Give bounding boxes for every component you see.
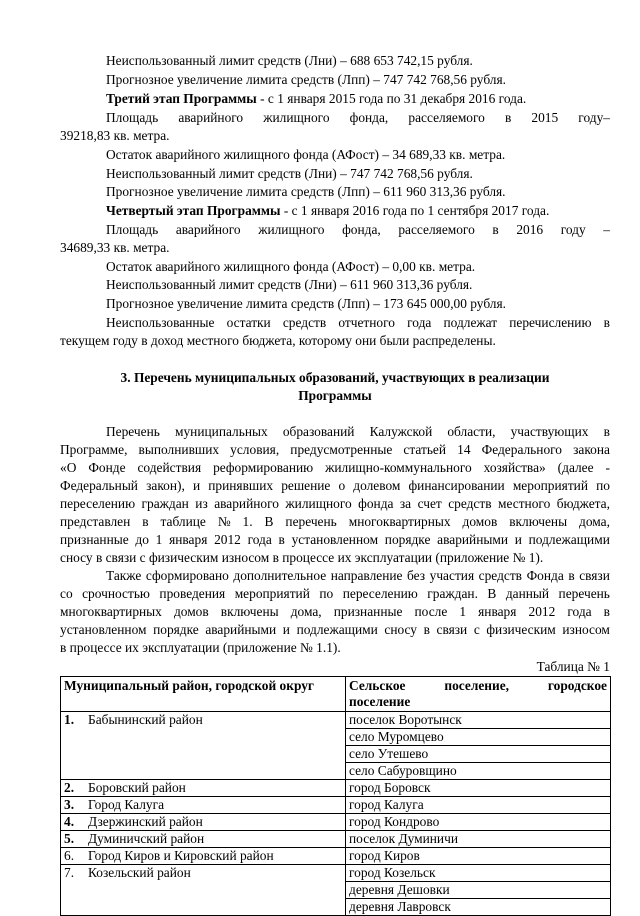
word: участвующих [510, 424, 589, 439]
word: образований [282, 424, 355, 439]
justified-line [106, 423, 610, 440]
word: переселению [60, 496, 136, 511]
text-line: Прогнозное увеличение лимита средств (Лпп) – 611 960 313,36 рубля. [106, 184, 506, 199]
word: порядке [384, 532, 431, 547]
word: Федерального [481, 442, 563, 457]
word: аварийными [437, 532, 509, 547]
word: в [492, 222, 499, 237]
word: финансировании [408, 478, 505, 493]
word: (далее [557, 460, 594, 475]
word: средств [282, 315, 327, 330]
word: домов [462, 514, 498, 529]
settlement-cell: город Боровск [346, 780, 611, 797]
text-line: 39218,83 кв. метра. [60, 128, 170, 143]
word: 1. [242, 514, 253, 529]
word: многоквартирных [348, 514, 451, 529]
justified-line [60, 531, 610, 548]
row-number: 3. [64, 797, 75, 812]
word: граждан. [427, 586, 478, 601]
text-line: Остаток аварийного жилищного фонда (АФост) – 34 689,33 кв. метра. [106, 147, 506, 162]
word: после [414, 604, 448, 619]
word: остатки [226, 315, 271, 330]
word: и [282, 622, 290, 637]
word: мероприятий [234, 586, 310, 601]
text-line: 34689,33 кв. метра. [60, 240, 170, 255]
word: 2012 [214, 532, 241, 547]
stage-dates: - с 1 января 2016 года по 1 сентября 2017 года. [280, 203, 550, 218]
text-line: Прогнозное увеличение лимита средств (Лпп) – 173 645 000,00 рубля. [106, 296, 506, 311]
stage-title: Четвертый этап Программы [106, 203, 281, 218]
word: 2015 [531, 110, 559, 125]
word: в [504, 110, 512, 125]
justified-line [60, 513, 610, 530]
settlement-cell: город Козельск [346, 865, 611, 882]
settlement-cell: город Кондрово [346, 814, 611, 831]
district-cell [61, 780, 346, 797]
word: условия, [230, 442, 280, 457]
word: поселение, [444, 678, 510, 693]
table-header-row [61, 677, 611, 712]
justified-line [60, 603, 610, 620]
district-name: Город Калуга [88, 797, 165, 812]
word: реформированию [213, 460, 314, 475]
section-heading: Программы [298, 388, 372, 403]
district-name: Боровский район [88, 780, 186, 795]
district-cell [61, 712, 346, 780]
settlement-cell: село Сабуровщино [346, 763, 611, 780]
word: включены [509, 514, 568, 529]
word: срочностью [82, 586, 150, 601]
word: мероприятий [512, 478, 589, 493]
word: в [603, 604, 610, 619]
word: жилищного [263, 110, 330, 125]
word: направление [330, 568, 403, 583]
header-settlement-line: поселение [349, 694, 411, 709]
text-line: сносу в связи с физическим износом в процессе их эксплуатации (приложение № 1). [60, 550, 544, 565]
word: содействия [137, 460, 202, 475]
word: до [135, 532, 149, 547]
word: счет [417, 496, 442, 511]
word: перечень [285, 514, 337, 529]
word: Площадь [106, 110, 159, 125]
word: В [264, 514, 274, 529]
word: Неиспользованные [106, 315, 215, 330]
word: января [478, 604, 517, 619]
word: жилищного [258, 222, 325, 237]
row-number: 4. [64, 814, 75, 829]
row-number: 5. [64, 831, 75, 846]
table-row [61, 831, 611, 848]
word: Фонде [88, 460, 126, 475]
district-cell [61, 865, 346, 916]
word: года [247, 532, 272, 547]
word: установленном [291, 532, 379, 547]
table-row [61, 865, 611, 882]
word: подлежащими [528, 532, 610, 547]
word: 1 [155, 532, 163, 547]
stage-four-line [106, 202, 549, 219]
word: таблице [160, 514, 206, 529]
settlement-cell: город Киров [346, 848, 611, 865]
word: решение [281, 478, 331, 493]
word: года [567, 604, 592, 619]
settlement-cell: поселок Думиничи [346, 831, 611, 848]
word: и [514, 532, 522, 547]
word: граждан [141, 496, 189, 511]
word: без [407, 568, 426, 583]
district-cell [61, 831, 346, 848]
word: года [407, 315, 432, 330]
section-heading: 3. Перечень муниципальных образований, участвующих в реализации [120, 370, 550, 385]
word: Перечень [106, 424, 160, 439]
word: Сельское [349, 678, 406, 693]
table-row [61, 814, 611, 831]
word: аварийного [175, 222, 241, 237]
word: признанные [60, 532, 129, 547]
word: закона [573, 442, 610, 457]
justified-line [106, 567, 610, 584]
row-number: 6. [64, 848, 75, 863]
row-number: 2. [64, 780, 75, 795]
word: из [195, 496, 208, 511]
settlement-cell: село Утешево [346, 746, 611, 763]
word: аварийными [205, 622, 277, 637]
word: связи [579, 568, 610, 583]
word: связи [436, 622, 468, 637]
word: в [603, 424, 610, 439]
word: области, [447, 424, 496, 439]
word: сформировано [145, 568, 229, 583]
stage-title: Третий этап Программы [106, 91, 257, 106]
district-name: Дзержинский район [88, 814, 203, 829]
word: фонда, [342, 222, 381, 237]
word: по [596, 478, 610, 493]
word: 2012 [528, 604, 556, 619]
word: износом [562, 622, 610, 637]
district-name: Бабынинский район [88, 712, 203, 727]
word: подлежат [443, 315, 498, 330]
district-cell [61, 848, 346, 865]
settlement-cell: поселок Воротынск [346, 712, 611, 729]
word: долевом [353, 478, 401, 493]
word: данный [505, 586, 550, 601]
district-name: Город Киров и Кировский район [88, 848, 274, 863]
table-caption: Таблица № 1 [536, 659, 610, 674]
district-name: Козельский район [88, 865, 191, 880]
header-settlement [346, 677, 611, 712]
word: расселяемого [408, 110, 485, 125]
word: «О [60, 460, 77, 475]
word: со [60, 586, 73, 601]
word: году– [578, 110, 610, 125]
word: дома, [290, 604, 322, 619]
word: Также [106, 568, 142, 583]
word: домов [173, 604, 209, 619]
word: Федеральный [60, 478, 138, 493]
word: жилищно-коммунального [325, 460, 472, 475]
word: в [603, 315, 610, 330]
word: 1 [459, 604, 467, 619]
district-cell [61, 814, 346, 831]
justified-line [60, 585, 610, 602]
stage-three-line [106, 90, 526, 107]
justified-line [106, 221, 610, 238]
justified-line [60, 495, 610, 512]
word: фонда [358, 496, 394, 511]
word: аварийного [214, 496, 279, 511]
word: подлежащими [296, 622, 378, 637]
text-line: Остаток аварийного жилищного фонда (АФост) – 0,00 кв. метра. [106, 259, 476, 274]
word: представлен [60, 514, 131, 529]
word: закон), [146, 478, 185, 493]
table-body [61, 712, 611, 916]
justified-line [60, 459, 610, 476]
word: – [603, 222, 610, 237]
justified-line [60, 477, 610, 494]
word: дополнительное [233, 568, 327, 583]
justified-line [60, 621, 610, 638]
table-row [61, 780, 611, 797]
word: принявших [208, 478, 274, 493]
table-row [61, 797, 611, 814]
word: января [169, 532, 208, 547]
district-cell [61, 797, 346, 814]
settlement-cell: город Калуга [346, 797, 611, 814]
word: предусмотренные [290, 442, 393, 457]
word: физическим [486, 622, 556, 637]
text-line: текущем году в доход местного бюджета, которому они были распределены. [60, 333, 496, 348]
word: перечислению [509, 315, 592, 330]
word: в [568, 568, 575, 583]
word: № [217, 514, 231, 529]
settlement-cell: село Муромцево [346, 729, 611, 746]
word: жилищного [285, 496, 352, 511]
header-district: Муниципальный район, городской округ [61, 677, 346, 712]
word: Калужской [369, 424, 433, 439]
word: включены [220, 604, 279, 619]
word: участия [429, 568, 475, 583]
word: Фонда [526, 568, 564, 583]
word: сносу [384, 622, 417, 637]
word: средств [448, 496, 492, 511]
word: - [605, 460, 610, 475]
justified-line [106, 109, 610, 126]
word: проведения [159, 586, 226, 601]
header-settlement-line [349, 678, 607, 694]
row-number: 7. [64, 865, 75, 880]
word: статьей [403, 442, 447, 457]
table-row [61, 848, 611, 865]
word: в [423, 622, 430, 637]
word: многоквартирных [60, 604, 162, 619]
settlement-cell: деревня Дешовки [346, 882, 611, 899]
word: отчетного [338, 315, 395, 330]
word: и [192, 478, 201, 493]
text-line: Прогнозное увеличение лимита средств (Лпп) – 747 742 768,56 рубля. [106, 72, 506, 87]
districts-table [60, 676, 611, 916]
word: бюджета, [556, 496, 610, 511]
word: за [399, 496, 412, 511]
text-line: Неиспользованный лимит средств (Лни) – 611 960 313,36 рубля. [106, 277, 473, 292]
word: переселению [342, 586, 418, 601]
word: признанные [333, 604, 403, 619]
table-row [61, 712, 611, 729]
word: перечень [558, 586, 610, 601]
word: дома, [579, 514, 610, 529]
word: 2016 [516, 222, 544, 237]
justified-line [60, 441, 610, 458]
settlement-cell: деревня Лавровск [346, 899, 611, 916]
word: в [278, 532, 285, 547]
word: Программе, [60, 442, 128, 457]
word: порядке [153, 622, 199, 637]
word: В [487, 586, 497, 601]
word: средств [478, 568, 523, 583]
word: с [473, 622, 480, 637]
word: расселяемого [398, 222, 475, 237]
word: по [319, 586, 334, 601]
text-line: Неиспользованный лимит средств (Лни) – 688 653 742,15 рубля. [106, 53, 473, 68]
word: в [142, 514, 149, 529]
justified-line [106, 314, 610, 331]
word: фонда, [349, 110, 389, 125]
word: о [338, 478, 346, 493]
word: городское [547, 678, 607, 693]
word: хозяйства» [483, 460, 546, 475]
word: муниципальных [174, 424, 268, 439]
word: году [560, 222, 586, 237]
word: аварийного [178, 110, 244, 125]
word: выполнивших [138, 442, 220, 457]
row-number: 1. [64, 712, 75, 727]
text-line: в процессе их эксплуатации (приложение № 1.1). [60, 640, 341, 655]
stage-dates: - с 1 января 2015 года по 31 декабря 2016 года. [256, 91, 527, 106]
word: местного [498, 496, 551, 511]
district-name: Думиничский район [88, 831, 205, 846]
word: Площадь [106, 222, 159, 237]
word: 14 [457, 442, 471, 457]
text-line: Неиспользованный лимит средств (Лни) – 747 742 768,56 рубля. [106, 166, 473, 181]
word: установленном [60, 622, 147, 637]
